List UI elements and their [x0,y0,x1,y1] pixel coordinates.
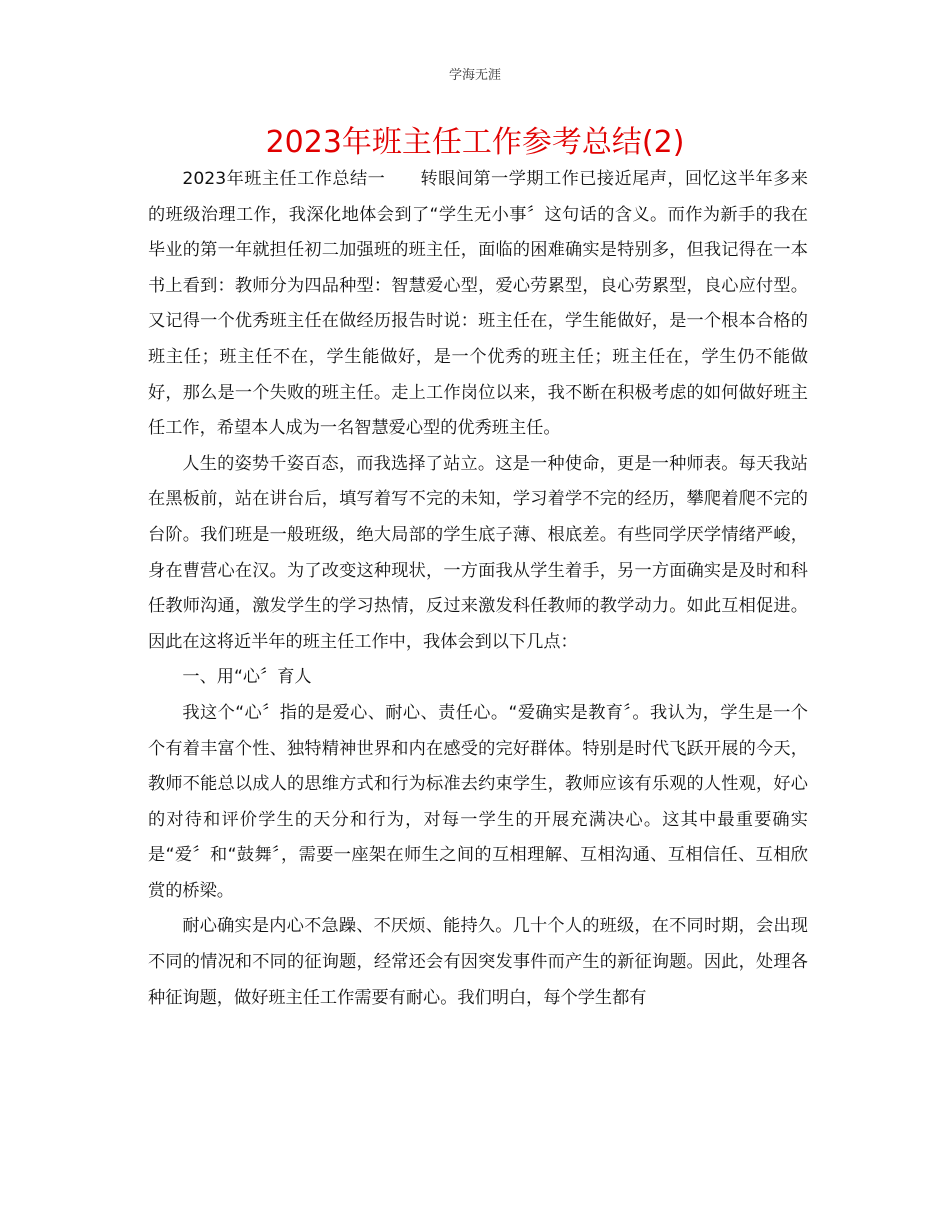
document-body [148,162,808,1016]
page-header: 学海无涯 [448,68,501,83]
paragraph-intro: 2023年班主任工作总结一 转眼间第一学期工作已接近尾声，回忆这半年多来的班级治理工作，我深化地体会到了“学生无小事〞这句话的含义。而作为新手的我在毕业的第一年就担任初二加强班的班主任，面临的困难确实是特别多，但我记得在一本书上看到：教师分为四品种型：智慧爱心型，爱心劳累型，良心劳累型，良心应付型。又记得一个优秀班主任在做经历报告时说：班主任在，学生能做好，是一个根本合格的班主任；班主任不在，学生能做好，是一个优秀的班主任；班主任在，学生仍不能做好，那么是一个失败的班主任。走上工作岗位以来，我不断在积极考虑的如何做好班主任工作，希望本人成为一名智慧爱心型的优秀班主任。 [148,169,808,439]
paragraph-heart: 我这个“心〞指的是爱心、耐心、责任心。“爱确实是教育〞。我认为，学生是一个个有着丰富个性、独特精神世界和内在感受的完好群体。特别是时代飞跃开展的今天，教师不能总以成人的思维方式和行为标准去约束学生，教师应该有乐观的人性观，好心的对待和评价学生的天分和行为，对每一学生的开展充满决心。这其中最重要确实是“爱〞和“鼓舞〞，需要一座架在师生之间的互相理解、互相沟通、互相信任、互相欣赏的桥梁。 [148,702,808,901]
section-heading-heart: 一、用“心〞育人 [182,667,312,688]
paragraph-posture: 人生的姿势千姿百态，而我选择了站立。这是一种使命，更是一种师表。每天我站在黑板前，站在讲台后，填写着写不完的未知，学习着学不完的经历，攀爬着爬不完的台阶。我们班是一般班级，绝大局部的学生底子薄、根底差。有些同学厌学情绪严峻，身在曹营心在汉。为了改变这种现状，一方面我从学生着手，另一方面确实是及时和科任教师沟通，激发学生的学习热情，反过来激发科任教师的教学动力。如此互相促进。因此在这将近半年的班主任工作中，我体会到以下几点： [148,453,808,652]
paragraph-patience: 耐心确实是内心不急躁、不厌烦、能持久。几十个人的班级，在不同时期，会出现不同的情况和不同的征询题，经常还会有因突发事件而产生的新征询题。因此，处理各种征询题，做好班主任工作需要有耐心。我们明白，每个学生都有 [148,916,808,1008]
document-title: 2023年班主任工作参考总结(2) [265,125,685,160]
